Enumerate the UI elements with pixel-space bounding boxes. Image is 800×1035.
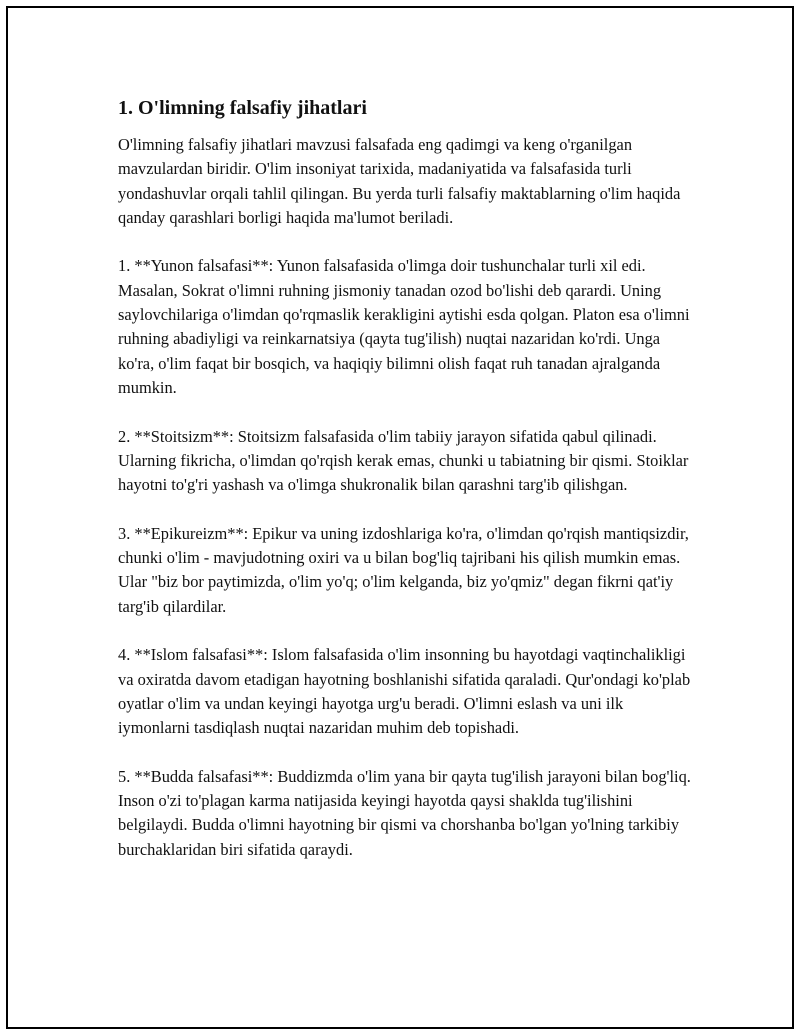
islamic-philosophy-paragraph: 4. **Islom falsafasi**: Islom falsafasida o'lim insonning bu hayotdagi vaqtinchalikligi va oxiratda davom etadigan hayotning boshlanishi sifatida qaraladi. Qur'ondagi ko'plab oyatlar o'lim va undan keyingi hayotga urg'u beradi. O'limni eslash va uni ilk iymonlarni tasdiqlash nuqtai nazaridan muhim deb topishadi.: [118, 645, 691, 738]
stoicism-paragraph: 2. **Stoitsizm**: Stoitsizm falsafasida o'lim tabiiy jarayon sifatida qabul qilinadi. Ularning fikricha, o'limdan qo'rqish kerak emas, chunki u tabiatning bir qismi. Stoiklar hayotni to'g'ri yashash va o'limga shukronalik bilan qarashni targ'ib qilishgan.: [118, 426, 689, 495]
intro-paragraph: O'limning falsafiy jihatlari mavzusi falsafada eng qadimgi va keng o'rganilgan mavzulardan biridir. O'lim insoniyat tarixida, madaniyatida va falsafasida turli yondashuvlar orqali tahlil qilingan. Bu yerda turli falsafiy maktablarning o'lim haqida qanday qarashlari borligi haqida ma'lumot beriladi.: [118, 135, 681, 227]
document-body: [118, 96, 698, 886]
epicureanism-paragraph: 3. **Epikureizm**: Epikur va uning izdoshlariga ko'ra, o'limdan qo'rqish mantiqsizdir, chunki o'lim - mavjudotning oxiri va u bilan bog'liq tajribani his qilish mumkin emas. Ular "biz bor paytimizda, o'lim yo'q; o'lim kelganda, biz yo'qmiz" degan fikrni qat'iy targ'ib qilardilar.: [118, 523, 689, 616]
greek-philosophy-paragraph: 1. **Yunon falsafasi**: Yunon falsafasida o'limga doir tushunchalar turli xil edi. Masalan, Sokrat o'limni ruhning jismoniy tanadan ozod bo'lishi deb qarardi. Uning saylovchilariga o'limdan qo'rqmaslik kerakligini aytishi esda qolgan. Platon esa o'limni ruhning abadiyligi va reinkarnatsiya (qayta tug'ilish) nuqtai nazaridan ko'rdi. Unga ko'ra, o'lim faqat bir bosqich, va haqiqiy bilimni olish faqat ruh tanadan ajralganda mumkin.: [118, 256, 690, 397]
document-title: 1. O'limning falsafiy jihatlari: [118, 97, 367, 119]
buddhist-philosophy-paragraph: 5. **Budda falsafasi**: Buddizmda o'lim yana bir qayta tug'ilish jarayoni bilan bog'liq. Inson o'zi to'plagan karma natijasida keyingi hayotda qaysi shaklda tug'ilishini belgilaydi. Budda o'limni hayotning bir qismi va chorshanba bo'lgan yo'lning tarkibiy burchaklaridan biri sifatida qaraydi.: [118, 766, 691, 859]
